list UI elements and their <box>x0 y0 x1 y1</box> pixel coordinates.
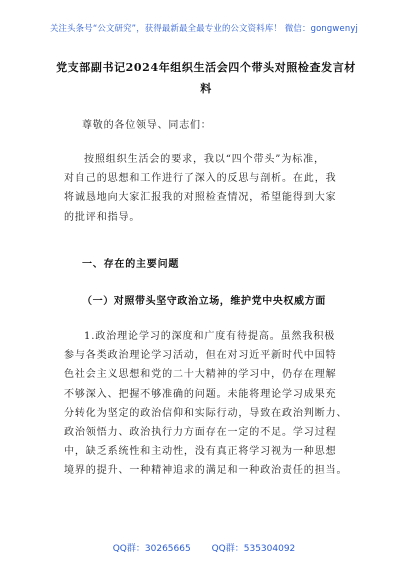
footer-contact <box>0 541 408 554</box>
paragraph-line: 分转化为坚定的政治信仰和实际行动，导致在政治判断力、 <box>64 407 348 419</box>
paragraph-line: 1.政治理论学习的深度和广度有待提高。虽然我积极 <box>84 331 336 342</box>
paragraph-line: 色社会主义思想和党的二十大精神的学习中，仍存在理解 <box>64 369 337 381</box>
paragraph-line: 按照组织生活会的要求，我以“四个带头”为标准， <box>84 154 325 165</box>
subsection-heading: （一）对照带头坚守政治立场，维护党中央权威方面 <box>82 296 326 307</box>
greeting: 尊敬的各位领导、同志们： <box>82 120 212 131</box>
document-title-line: 党支部副书记2024年组织生活会四个带头对照检查发言材 <box>56 61 356 74</box>
intro-paragraph <box>64 150 354 227</box>
paragraph-line: 将诚恳地向大家汇报我的对照检查情况，希望能得到大家 <box>64 192 337 204</box>
header-banner[interactable]: 关注头条号“公文研究”，获得最新最全最专业的公文资料库！ 微信：gongwenyj <box>49 23 359 33</box>
paragraph-line: 境界的提升、一种精神追求的满足和一种政治责任的担当。 <box>64 465 348 477</box>
section-heading: 一、存在的主要问题 <box>82 259 180 270</box>
paragraph-line: 参与各类政治理论学习活动，但在对习近平新时代中国特 <box>64 350 337 362</box>
document-title-line: 料 <box>200 82 212 95</box>
paragraph-line: 对自己的思想和工作进行了深入的反思与剖析。在此，我 <box>64 173 337 185</box>
paragraph-line: 中，缺乏系统性和主动性，没有真正将学习视为一种思想 <box>64 446 337 458</box>
item-paragraph <box>64 327 354 481</box>
paragraph-line: 政治领悟力、政治执行力方面存在一定的不足。学习过程 <box>64 427 337 439</box>
document-title <box>56 57 356 99</box>
qq-group-1[interactable]: QQ群：30265665 <box>112 544 191 554</box>
paragraph-line: 的批评和指导。 <box>64 211 141 223</box>
qq-group-2[interactable]: QQ群：535304092 <box>211 544 296 554</box>
paragraph-line: 不够深入、把握不够准确的问题。未能将理论学习成果充 <box>64 388 337 400</box>
